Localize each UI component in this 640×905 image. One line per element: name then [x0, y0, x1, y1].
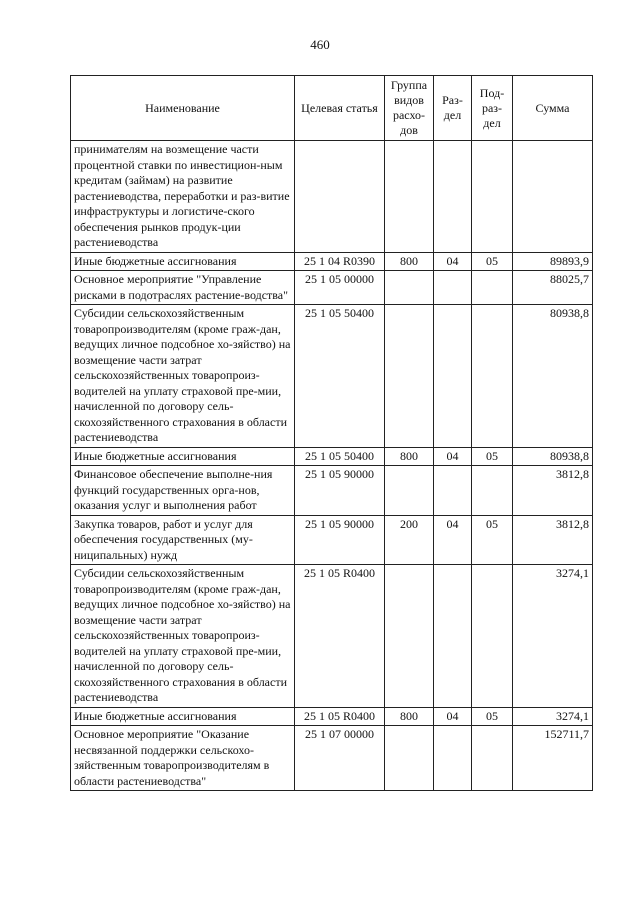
cell-amount: 3812,8 [513, 515, 593, 565]
cell-name: Субсидии сельскохозяйственным товаропроизводителям (кроме граж-дан, ведущих личное подсобное хо-зяйство) на возмещение части затрат сельскохозяйственных товаропроиз-водителей на уплату страховой пре-мии, начисленной по договору сель-скохозяйственного страхования в области растениеводства [71, 305, 295, 448]
cell-name: Финансовое обеспечение выполне-ния функций государственных орга-нов, оказания услуг и выполнения работ [71, 466, 295, 516]
cell-group [385, 565, 434, 708]
cell-target: 25 1 05 50400 [295, 305, 385, 448]
budget-table [70, 75, 593, 791]
cell-target: 25 1 05 50400 [295, 447, 385, 466]
cell-group: 800 [385, 447, 434, 466]
cell-name: Иные бюджетные ассигнования [71, 447, 295, 466]
cell-section [434, 271, 472, 305]
cell-name: Иные бюджетные ассигнования [71, 707, 295, 726]
table-header-row [71, 76, 593, 141]
cell-target: 25 1 05 90000 [295, 466, 385, 516]
cell-subsection: 05 [472, 515, 513, 565]
cell-group: 800 [385, 707, 434, 726]
cell-subsection: 05 [472, 707, 513, 726]
cell-amount: 3812,8 [513, 466, 593, 516]
cell-section [434, 565, 472, 708]
table-row [71, 466, 593, 516]
cell-group [385, 305, 434, 448]
cell-group [385, 141, 434, 253]
cell-name: принимателям на возмещение части процентной ставки по инвестицион-ным кредитам (займам) на развитие растениеводства, переработки и раз-витие инфраструктуры и логистиче-ского обеспечения рынков продук-ции растениеводства [71, 141, 295, 253]
table-row [71, 565, 593, 708]
cell-group [385, 466, 434, 516]
cell-section: 04 [434, 707, 472, 726]
table-row [71, 726, 593, 791]
header-subsection: Под- раз- дел [472, 76, 513, 141]
cell-subsection: 05 [472, 447, 513, 466]
cell-amount: 3274,1 [513, 565, 593, 708]
cell-name: Субсидии сельскохозяйственным товаропроизводителям (кроме граж-дан, ведущих личное подсобное хо-зяйство) на возмещение части затрат сельскохозяйственных товаропроиз-водителей на уплату страховой пре-мии, начисленной по договору сель-скохозяйственного страхования в области растениеводства [71, 565, 295, 708]
header-section: Раз- дел [434, 76, 472, 141]
cell-name: Закупка товаров, работ и услуг для обеспечения государственных (му-ниципальных) нужд [71, 515, 295, 565]
cell-subsection [472, 141, 513, 253]
cell-name: Иные бюджетные ассигнования [71, 252, 295, 271]
cell-amount: 152711,7 [513, 726, 593, 791]
cell-section: 04 [434, 447, 472, 466]
table-row [71, 271, 593, 305]
cell-subsection [472, 466, 513, 516]
cell-target: 25 1 05 R0400 [295, 707, 385, 726]
cell-section [434, 466, 472, 516]
cell-subsection [472, 565, 513, 708]
cell-section [434, 726, 472, 791]
table-row [71, 252, 593, 271]
cell-subsection: 05 [472, 252, 513, 271]
table-row [71, 515, 593, 565]
cell-group [385, 726, 434, 791]
cell-target: 25 1 05 00000 [295, 271, 385, 305]
cell-subsection [472, 305, 513, 448]
table-row [71, 141, 593, 253]
header-target: Целевая статья [295, 76, 385, 141]
cell-name: Основное мероприятие "Управление рисками в подотраслях растение-водства" [71, 271, 295, 305]
cell-amount: 80938,8 [513, 447, 593, 466]
table-row [71, 305, 593, 448]
cell-section: 04 [434, 515, 472, 565]
cell-target: 25 1 05 90000 [295, 515, 385, 565]
cell-amount: 80938,8 [513, 305, 593, 448]
cell-group [385, 271, 434, 305]
cell-subsection [472, 726, 513, 791]
cell-subsection [472, 271, 513, 305]
header-amount: Сумма [513, 76, 593, 141]
cell-amount: 89893,9 [513, 252, 593, 271]
cell-target: 25 1 07 00000 [295, 726, 385, 791]
cell-target: 25 1 05 R0400 [295, 565, 385, 708]
cell-amount [513, 141, 593, 253]
cell-target [295, 141, 385, 253]
cell-group: 800 [385, 252, 434, 271]
header-name: Наименование [71, 76, 295, 141]
table-row [71, 707, 593, 726]
cell-amount: 3274,1 [513, 707, 593, 726]
cell-section [434, 305, 472, 448]
cell-section [434, 141, 472, 253]
cell-target: 25 1 04 R0390 [295, 252, 385, 271]
cell-name: Основное мероприятие "Оказание несвязанной поддержки сельскохо-зяйственным товаропроизводителям в области растениеводства" [71, 726, 295, 791]
cell-group: 200 [385, 515, 434, 565]
page-number: 460 [310, 37, 330, 52]
cell-amount: 88025,7 [513, 271, 593, 305]
table-row [71, 447, 593, 466]
header-group: Группа видов расхо- дов [385, 76, 434, 141]
cell-section: 04 [434, 252, 472, 271]
